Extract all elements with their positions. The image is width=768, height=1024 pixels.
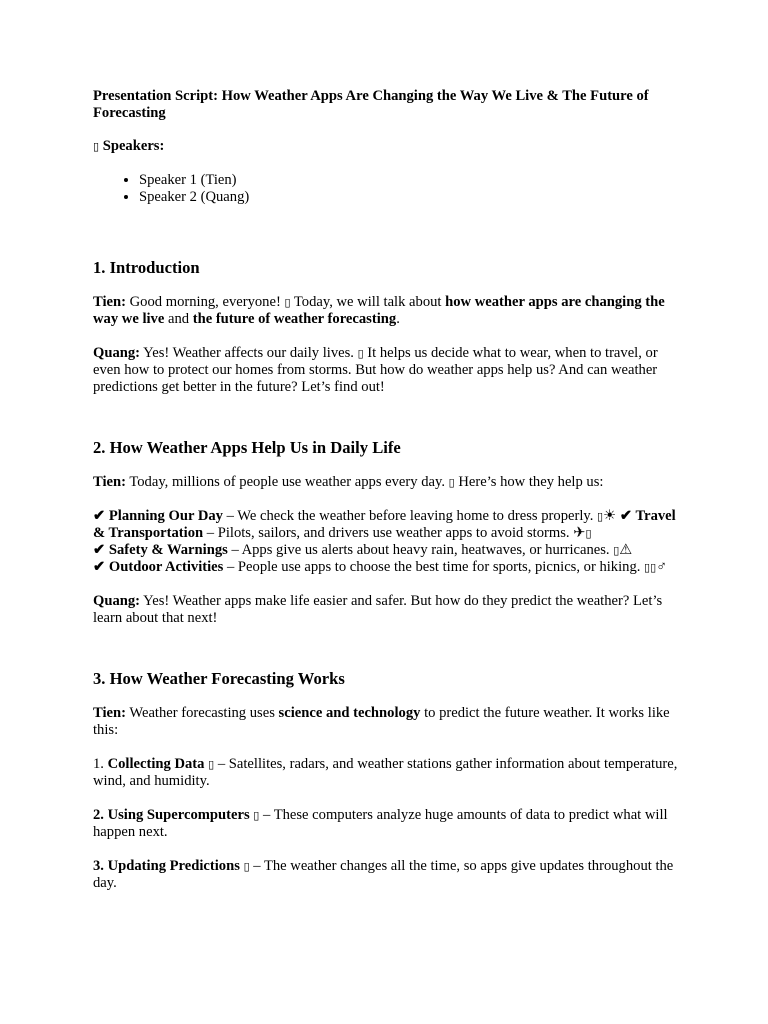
check-item-title: ✔ Travel & Transportation [93,508,676,541]
missing-glyph-icon: ▯ [243,860,250,873]
speaker-name: Tien: [93,474,126,490]
missing-glyph-icon: ▯ [357,347,364,360]
check-item-title: ✔ Planning Our Day [93,508,223,524]
check-item-title: ✔ Outdoor Activities [93,559,224,575]
missing-glyph-icon: ▯ [585,527,592,540]
missing-glyph-icon: ▯ [650,561,657,574]
missing-glyph-icon: ▯ [597,510,604,523]
male-sign-icon: ♂ [656,559,668,575]
missing-glyph-icon: ▯ [208,758,215,771]
paragraph-tien-forecast: Tien: Weather forecasting uses science and technology to predict the future weather. It works like this: [93,705,670,738]
sun-icon: ☀ [603,508,620,524]
section-heading-forecasting: 3. How Weather Forecasting Works [93,669,345,688]
speakers-heading [93,138,683,155]
speaker-item: • Speaker 2 (Quang) [139,189,683,206]
speaker-name: Quang: [93,593,141,609]
missing-glyph-icon: ▯ [253,809,260,822]
step-collecting-data: 1. Collecting Data ▯ – Satellites, radars, and weather stations gather information about temperature, wind, and humidity. [93,756,678,789]
section-heading-daily-life: 2. How Weather Apps Help Us in Daily Life [93,438,401,457]
check-item-title: ✔ Safety & Warnings [93,542,228,558]
speaker-name: Quang: [93,345,141,361]
paragraph-quang-intro: Quang: Yes! Weather affects our daily lives. ▯ It helps us decide what to wear, when to travel, or even how to protect our homes from storms. But how do weather apps help us? And can weather predictions get better in the future? Let’s find out! [93,345,658,395]
paragraph-tien-daily: Tien: Today, millions of people use weather apps every day. ▯ Here’s how they help us: [93,474,604,490]
step-supercomputers: 2. Using Supercomputers ▯ – These computers analyze huge amounts of data to predict what will happen next. [93,807,668,840]
checklist-paragraph: ✔ Planning Our Day – We check the weather before leaving home to dress properly. ▯☀ ✔ Travel & Transportation – Pilots, sailors, and drivers use weather apps to avoid storms. ✈▯ ✔ Safety & Warnings – Apps give us alerts about heavy rain, heatwaves, or hurricanes. ▯⚠ ✔ Outdoor Activities – People use apps to choose the best time for sports, picnics, or hiking. ▯▯♂ [93,508,676,575]
step-updating-predictions: 3. Updating Predictions ▯ – The weather changes all the time, so apps give updates throughout the day. [93,858,674,891]
warning-icon: ⚠ [619,542,633,558]
paragraph-tien-intro: Tien: Good morning, everyone! ▯ Today, we will talk about how weather apps are changing the way we live and the future of weather forecasting. [93,294,665,327]
speakers-list [93,172,683,206]
missing-glyph-icon: ▯ [93,140,100,153]
missing-glyph-icon: ▯ [613,544,620,557]
speakers-label: Speakers: [102,138,165,154]
section-heading-introduction: 1. Introduction [93,258,200,277]
document-page [93,88,683,892]
missing-glyph-icon: ▯ [644,561,651,574]
document-title: Presentation Script: How Weather Apps Are Changing the Way We Live & The Future of Forecasting [93,88,649,121]
speaker-name: Tien: [93,705,126,721]
missing-glyph-icon: ▯ [284,296,291,309]
paragraph-quang-daily: Quang: Yes! Weather apps make life easier and safer. But how do they predict the weather? Let’s learn about that next! [93,593,663,626]
speaker-name: Tien: [93,294,126,310]
speaker-item: • Speaker 1 (Tien) [139,172,683,189]
missing-glyph-icon: ▯ [448,476,455,489]
